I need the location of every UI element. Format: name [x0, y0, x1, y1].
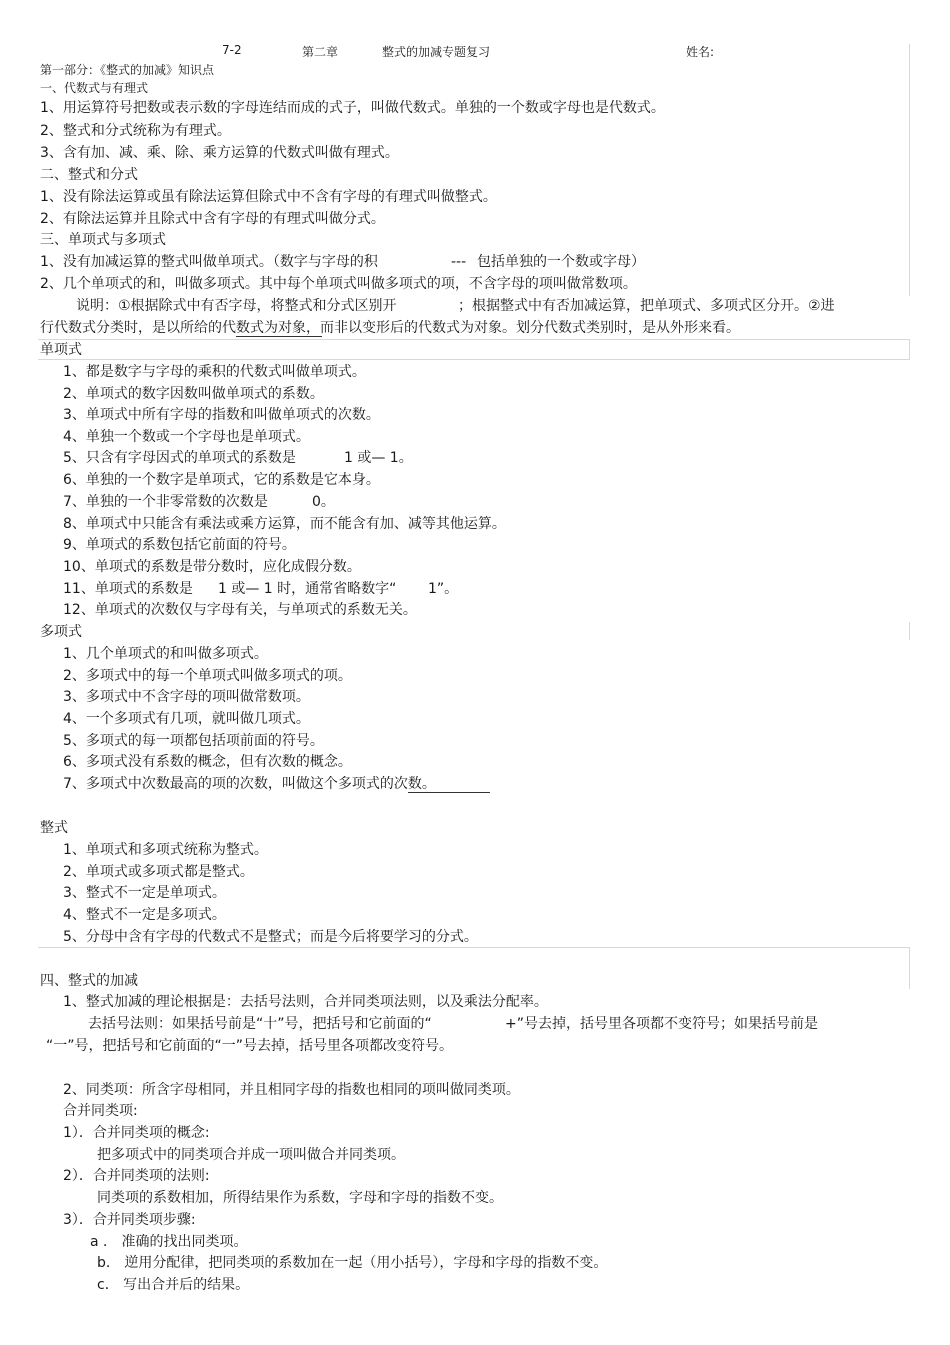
list-item: 3、整式不一定是单项式。	[63, 885, 226, 901]
divider-line	[38, 947, 910, 948]
list-item: 4、一个多项式有几项，就叫做几项式。	[63, 711, 310, 727]
list-item: 2、同类项：所含字母相同，并且相同字母的指数也相同的项叫做同类项。	[63, 1082, 520, 1098]
list-item: 1、几个单项式的和叫做多项式。	[63, 646, 268, 662]
list-item-tail: 包括单独的一个数或字母）	[477, 254, 645, 270]
list-item: 1、没有除法运算或虽有除法运算但除式中不含有字母的有理式叫做整式。	[40, 189, 497, 205]
step-item: c． 写出合并后的结果。	[97, 1277, 250, 1293]
list-item: 1、用运算符号把数或表示数的字母连结而成的式子，叫做代数式。单独的一个数或字母也是代数式。	[40, 100, 665, 116]
divider-line	[909, 947, 910, 989]
list-item: 1、没有加减运算的整式叫做单项式。（数字与字母的积	[40, 254, 378, 270]
subsection-title: 多项式	[40, 624, 82, 640]
list-item: 2、整式和分式统称为有理式。	[40, 123, 231, 139]
list-item: 1）．合并同类项的概念:	[63, 1125, 210, 1141]
answer-underline	[408, 792, 490, 793]
divider-line	[909, 44, 910, 296]
list-item: 4、单独一个数或一个字母也是单项式。	[63, 429, 310, 445]
rule-text: +”号去掉，括号里各项都不变符号；如果括号前是	[505, 1016, 818, 1032]
list-item: 同类项的系数相加，所得结果作为系数，字母和字母的指数不变。	[97, 1190, 503, 1206]
list-item: 1、单项式和多项式统称为整式。	[63, 842, 268, 858]
list-item: 6、单独的一个数字是单项式，它的系数是它本身。	[63, 472, 380, 488]
list-item: 3）．合并同类项步骤:	[63, 1212, 196, 1228]
subsection-title: 单项式	[40, 342, 82, 358]
subsection-title: 整式	[40, 820, 68, 836]
list-item-value: 0。	[312, 494, 335, 510]
rule-text: “一”号，把括号和它前面的“一”号去掉，括号里各项都改变符号。	[46, 1038, 454, 1054]
topic-title: 整式的加减专题复习	[382, 45, 491, 59]
note-underline	[236, 336, 322, 337]
list-item: 5、多项式的每一项都包括项前面的符号。	[63, 733, 324, 749]
list-item: 5、只含有字母因式的单项式的系数是	[63, 450, 296, 466]
divider-line	[38, 359, 910, 360]
list-item-value: 1 或— 1 时，通常省略数字“	[218, 581, 397, 597]
list-item: 3、多项式中不含字母的项叫做常数项。	[63, 689, 310, 705]
list-item: 11、单项式的系数是	[63, 581, 193, 597]
list-item: 3、单项式中所有字母的指数和叫做单项式的次数。	[63, 407, 380, 423]
list-item: 4、整式不一定是多项式。	[63, 907, 226, 923]
part-title: 第一部分：《整式的加减》知识点	[40, 63, 215, 77]
list-item: 12、单项式的次数仅与字母有关，与单项式的系数无关。	[63, 602, 417, 618]
list-item: 合并同类项:	[63, 1103, 138, 1119]
list-item: 1、整式加减的理论根据是：去括号法则，合并同类项法则，以及乘法分配率。	[63, 994, 548, 1010]
list-item: 2、单项式或多项式都是整式。	[63, 864, 254, 880]
list-item: 2）．合并同类项的法则:	[63, 1168, 210, 1184]
note-text: 说明：①根据除式中有否字母，将整式和分式区别开	[76, 298, 397, 314]
chapter-label: 第二章	[302, 45, 339, 59]
list-item: 2、有除法运算并且除式中含有字母的有理式叫做分式。	[40, 211, 385, 227]
section-heading: 三、单项式与多项式	[40, 232, 166, 248]
rule-text: 去括号法则：如果括号前是“十”号，把括号和它前面的“	[88, 1016, 432, 1032]
section-heading: 一、代数式与有理式	[40, 81, 149, 95]
name-label: 姓名:	[686, 45, 715, 59]
list-item: 7、单独的一个非零常数的次数是	[63, 494, 268, 510]
divider-line	[909, 622, 910, 640]
list-item-dash: ---	[451, 254, 467, 270]
step-item: a ． 准确的找出同类项。	[90, 1234, 248, 1250]
section-heading: 四、整式的加减	[40, 973, 138, 989]
list-item: 7、多项式中次数最高的项的次数，叫做这个多项式的次数。	[63, 776, 436, 792]
list-item: 2、几个单项式的和，叫做多项式。其中每个单项式叫做多项式的项，不含字母的项叫做常数项。	[40, 276, 637, 292]
note-text: 行代数式分类时，是以所给的代数式为对象，而非以变形后的代数式为对象。划分代数式类别时，是从外形来看。	[40, 320, 740, 336]
note-text: ；根据整式中有否加减运算，把单项式、多项式区分开。②进	[458, 298, 835, 314]
list-item: 10、单项式的系数是带分数时，应化成假分数。	[63, 559, 361, 575]
doc-code: 7-2	[222, 43, 242, 57]
step-item: b． 逆用分配律，把同类项的系数加在一起（用小括号），字母和字母的指数不变。	[97, 1255, 608, 1271]
list-item: 1、都是数字与字母的乘积的代数式叫做单项式。	[63, 364, 366, 380]
section-heading: 二、整式和分式	[40, 167, 138, 183]
page-header	[0, 43, 950, 59]
list-item: 8、单项式中只能含有乘法或乘方运算，而不能含有加、减等其他运算。	[63, 516, 506, 532]
list-item: 5、分母中含有字母的代数式不是整式；而是今后将要学习的分式。	[63, 929, 478, 945]
list-item: 9、单项式的系数包括它前面的符号。	[63, 537, 296, 553]
list-item: 6、多项式没有系数的概念，但有次数的概念。	[63, 754, 352, 770]
list-item-value: 1 或— 1。	[344, 450, 413, 466]
list-item: 2、多项式中的每一个单项式叫做多项式的项。	[63, 668, 352, 684]
list-item: 3、含有加、减、乘、除、乘方运算的代数式叫做有理式。	[40, 145, 399, 161]
list-item: 把多项式中的同类项合并成一项叫做合并同类项。	[97, 1147, 405, 1163]
list-item: 2、单项式的数字因数叫做单项式的系数。	[63, 386, 324, 402]
divider-line	[38, 339, 910, 340]
list-item-tail: 1”。	[428, 581, 459, 597]
divider-line	[909, 339, 910, 360]
